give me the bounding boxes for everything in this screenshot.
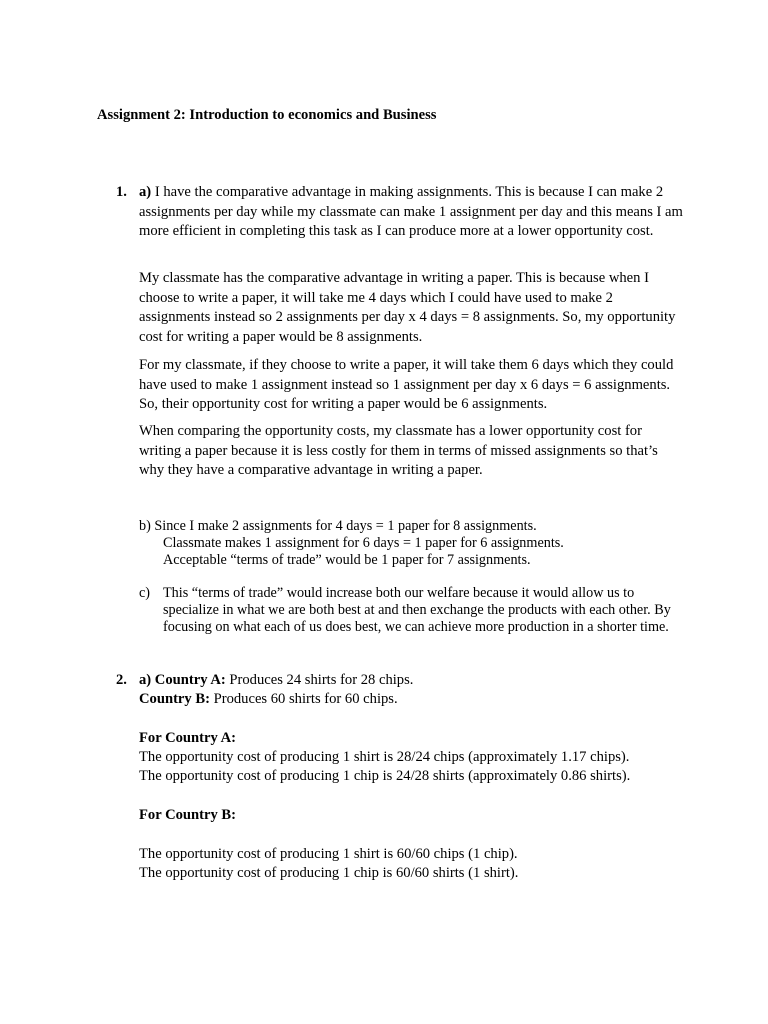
q1-c-text: This “terms of trade” would increase both our welfare because it would allow us to specialize in what we are both best at and then exchange the products with each other. By focusing on what each of us does best, we can achieve more production in a shorter time. xyxy=(163,585,671,636)
q1-b-line-3: Acceptable “terms of trade” would be 1 paper for 7 assignments. xyxy=(163,552,531,568)
q2-heading-country-a: For Country A: xyxy=(139,730,237,746)
q1-a-paragraph-3: For my classmate, if they choose to write a paper, it will take them 6 days which they could have used to make 1 assignment instead so 1 assignment per day x 6 days = 6 assignments. So, their opportunity cost for writing a paper would be 6 assignments. xyxy=(139,357,674,412)
q2-country-a-line-1: The opportunity cost of producing 1 shirt is 28/24 chips (approximately 1.17 chips). xyxy=(139,749,630,765)
q1-c-label: c) xyxy=(139,585,151,601)
q1-b-line-1: b) Since I make 2 assignments for 4 days = 1 paper for 8 assignments. xyxy=(139,518,537,534)
q2-b-text: Produces 60 shirts for 60 chips. xyxy=(209,691,398,707)
document-title: Assignment 2: Introduction to economics and Business xyxy=(97,107,437,123)
q2-a-text: Produces 24 shirts for 28 chips. xyxy=(225,672,414,688)
q2-a-line xyxy=(139,671,413,690)
q2-country-b-line-2: The opportunity cost of producing 1 chip is 60/60 shirts (1 shirt). xyxy=(139,865,519,881)
q1-a-paragraph-1 xyxy=(139,183,684,242)
q1-b-line-2: Classmate makes 1 assignment for 6 days = 1 paper for 6 assignments. xyxy=(163,535,564,551)
q2-country-a-line-2: The opportunity cost of producing 1 chip is 24/28 shirts (approximately 0.86 shirts). xyxy=(139,768,631,784)
q1-a-paragraph-4: When comparing the opportunity costs, my classmate has a lower opportunity cost for writing a paper because it is less costly for them in terms of missed assignments so that’s why they have a comparative advantage in writing a paper. xyxy=(139,423,658,478)
q1-a-label: a) xyxy=(139,184,152,200)
q1-a-paragraph-2: My classmate has the comparative advantage in writing a paper. This is because when I choose to write a paper, it will take me 4 days which I could have used to make 2 assignments instead so 2 assignments per day x 4 days = 8 assignments. So, my opportunity cost for writing a paper would be 8 assignments. xyxy=(139,270,676,345)
q2-a-label: a) Country A: xyxy=(139,672,226,688)
q1-a-text-1: I have the comparative advantage in making assignments. This is because I can make 2 assignments per day while my classmate can make 1 assignment per day and this means I am more efficient in completing this task as I can produce more at a lower opportunity cost. xyxy=(139,184,683,239)
q2-b-label: Country B: xyxy=(139,691,210,707)
question-2-number: 2. xyxy=(116,672,127,688)
q2-country-b-line-1: The opportunity cost of producing 1 shirt is 60/60 chips (1 chip). xyxy=(139,846,518,862)
q2-heading-country-b: For Country B: xyxy=(139,807,237,823)
question-1-number: 1. xyxy=(116,184,127,200)
q2-b-line xyxy=(139,690,398,709)
